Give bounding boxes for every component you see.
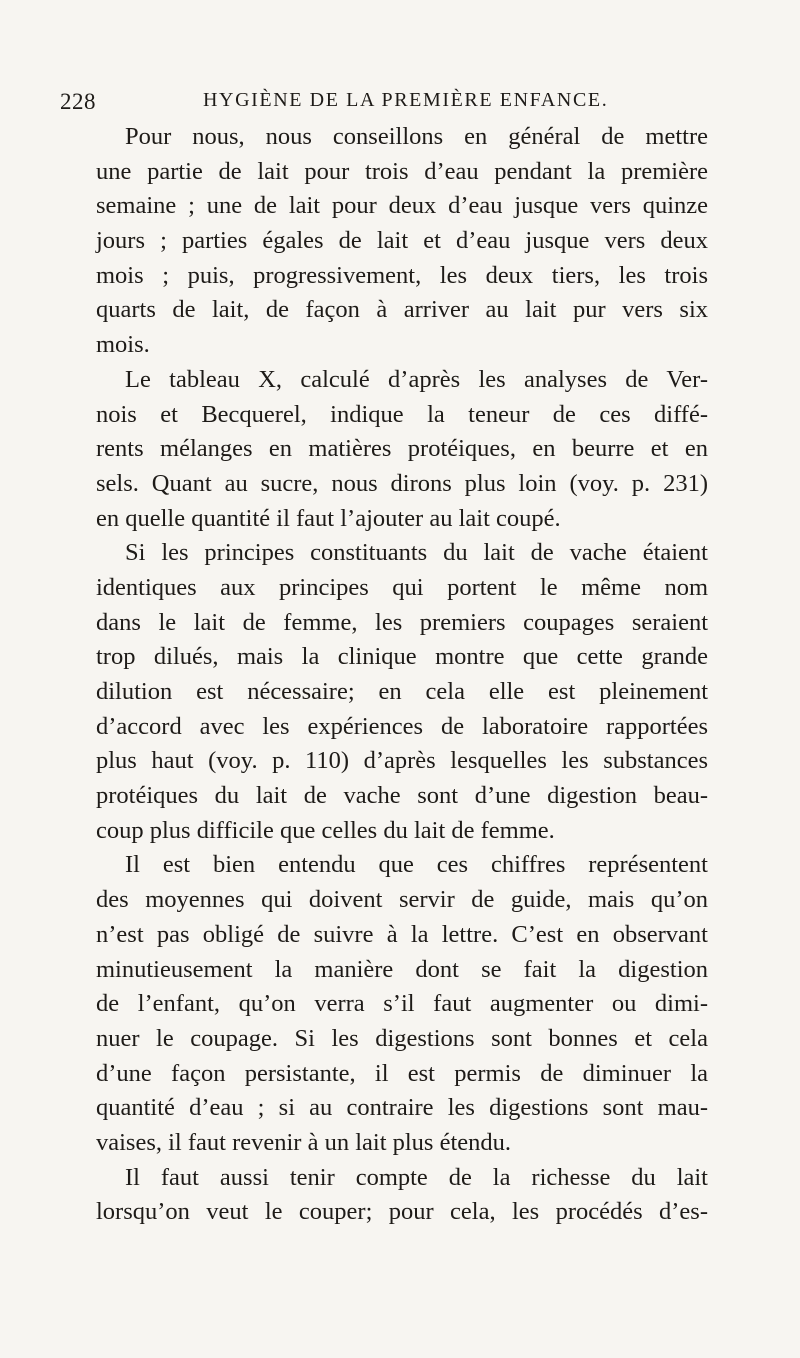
text-line: identiques aux principes qui portent le même nom <box>96 573 708 601</box>
running-head <box>60 89 740 119</box>
text-line: d’une façon persistante, il est permis de diminuer la <box>96 1059 708 1087</box>
text-line: en quelle quantité il faut l’ajouter au lait coupé. <box>96 504 561 532</box>
text-line: des moyennes qui doivent servir de guide, mais qu’on <box>96 886 708 914</box>
text-line: vaises, il faut revenir à un lait plus étendu. <box>96 1128 512 1156</box>
text-line: quantité d’eau ; si au contraire les digestions sont mau- <box>96 1094 708 1122</box>
text-line: sels. Quant au sucre, nous dirons plus loin (voy. p. 231) <box>96 469 708 497</box>
text-line: nuer le coupage. Si les digestions sont bonnes et cela <box>96 1024 708 1052</box>
text-line: dans le lait de femme, les premiers coupages seraient <box>96 608 708 636</box>
text-line: Pour nous, nous conseillons en général de mettre <box>125 123 708 150</box>
text-line: plus haut (voy. p. 110) d’après lesquelles les substances <box>96 747 708 775</box>
text-line: nois et Becquerel, indique la teneur de ces diffé- <box>96 400 708 428</box>
text-line: Il est bien entendu que ces chiffres représentent <box>125 851 708 879</box>
text-line: une partie de lait pour trois d’eau pendant la première <box>96 157 708 185</box>
text-line: mois ; puis, progressivement, les deux tiers, les trois <box>96 261 708 289</box>
text-line: minutieusement la manière dont se fait la digestion <box>96 955 708 983</box>
text-line: Si les principes constituants du lait de vache étaient <box>125 539 708 567</box>
text-line: lorsqu’on veut le couper; pour cela, les procédés d’es- <box>96 1198 708 1226</box>
body-text <box>96 120 708 1230</box>
text-line: de l’enfant, qu’on verra s’il faut augmenter ou dimi- <box>96 990 708 1018</box>
text-line: dilution est nécessaire; en cela elle est pleinement <box>96 678 708 705</box>
running-title: HYGIÈNE DE LA PREMIÈRE ENFANCE. <box>203 89 609 111</box>
text-line: rents mélanges en matières protéiques, en beurre et en <box>96 435 708 463</box>
text-line: quarts de lait, de façon à arriver au lait pur vers six <box>96 296 708 324</box>
text-line: mois. <box>96 331 150 359</box>
text-line: n’est pas obligé de suivre à la lettre. C’est en observant <box>96 920 708 948</box>
text-line: trop dilués, mais la clinique montre que cette grande <box>96 643 708 671</box>
page-number: 228 <box>60 89 96 114</box>
text-line: Le tableau X, calculé d’après les analyses de Ver- <box>125 365 708 393</box>
text-line: jours ; parties égales de lait et d’eau jusque vers deux <box>96 227 708 255</box>
text-line: semaine ; une de lait pour deux d’eau jusque vers quinze <box>96 192 708 220</box>
text-line: coup plus difficile que celles du lait de femme. <box>96 816 555 844</box>
text-line: d’accord avec les expériences de laboratoire rapportées <box>96 712 708 740</box>
text-line: Il faut aussi tenir compte de la richesse du lait <box>125 1163 708 1191</box>
text-line: protéiques du lait de vache sont d’une digestion beau- <box>96 782 708 810</box>
